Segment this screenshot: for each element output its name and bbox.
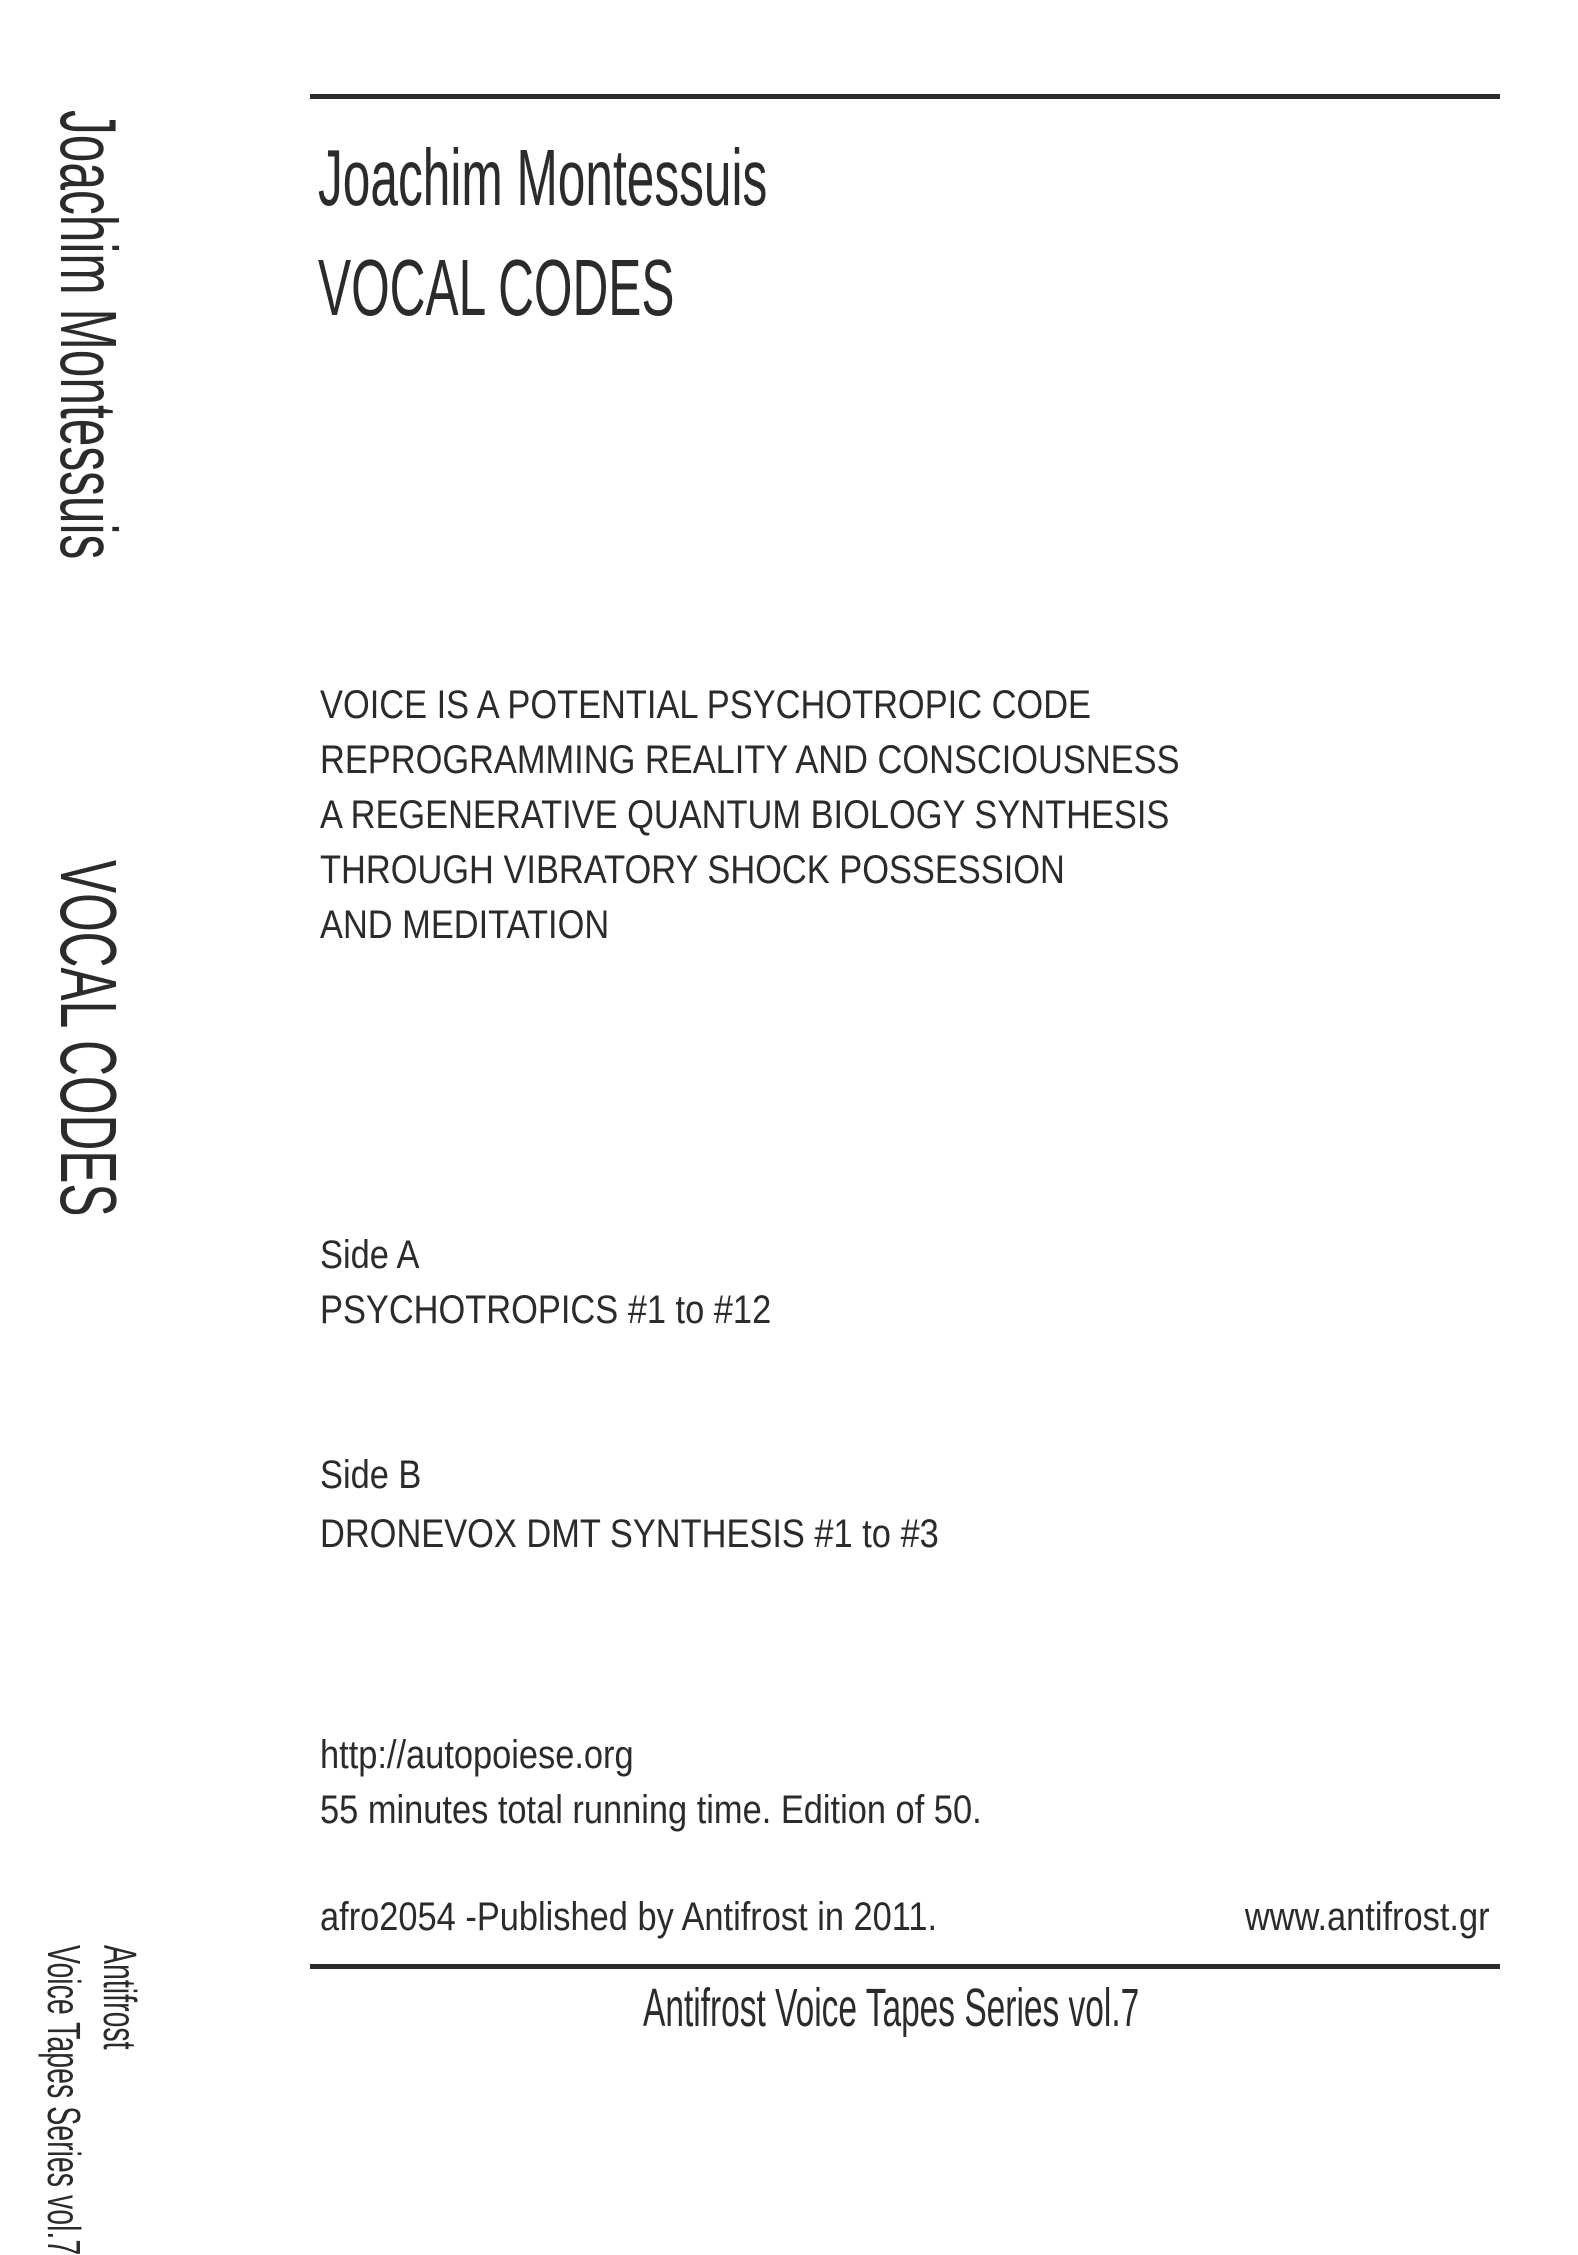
label-website: www.antifrost.gr: [1245, 1895, 1490, 1939]
side-b-label: Side B: [320, 1453, 422, 1497]
series-footer: Antifrost Voice Tapes Series vol.7: [643, 1978, 1140, 2038]
artist-name: Joachim Montessuis: [318, 133, 768, 222]
spine-label: [36, 1945, 148, 2255]
manifesto-line: VOICE IS A POTENTIAL PSYCHOTROPIC CODE: [320, 683, 1091, 727]
manifesto-line: THROUGH VIBRATORY SHOCK POSSESSION: [320, 848, 1065, 892]
side-a-label: Side A: [320, 1233, 420, 1277]
running-time: 55 minutes total running time. Edition of 50.: [320, 1788, 982, 1832]
spine-label-line2: Voice Tapes Series vol.7: [38, 1945, 90, 2255]
manifesto-line: REPROGRAMMING REALITY AND CONSCIOUSNESS: [320, 738, 1180, 782]
spine-label-line1: Antifrost: [94, 1945, 146, 2050]
side-a: [320, 1228, 771, 1338]
top-rule: [310, 94, 1500, 99]
manifesto-line: AND MEDITATION: [320, 903, 610, 947]
side-a-tracks: PSYCHOTROPICS #1 to #12: [320, 1288, 772, 1332]
spine-artist: Joachim Montessuis: [44, 110, 133, 560]
side-b-tracks: DRONEVOX DMT SYNTHESIS #1 to #3: [320, 1512, 939, 1556]
artist-website: http://autopoiese.org: [320, 1733, 634, 1777]
manifesto: [320, 678, 1180, 953]
spine-album: VOCAL CODES: [44, 860, 133, 1217]
album-title: VOCAL CODES: [318, 243, 675, 332]
side-b: [320, 1448, 939, 1562]
bottom-rule: [310, 1964, 1500, 1969]
publication-line: afro2054 -Published by Antifrost in 2011.: [320, 1895, 938, 1939]
manifesto-line: A REGENERATIVE QUANTUM BIOLOGY SYNTHESIS: [320, 793, 1170, 837]
release-info: [320, 1728, 982, 1838]
